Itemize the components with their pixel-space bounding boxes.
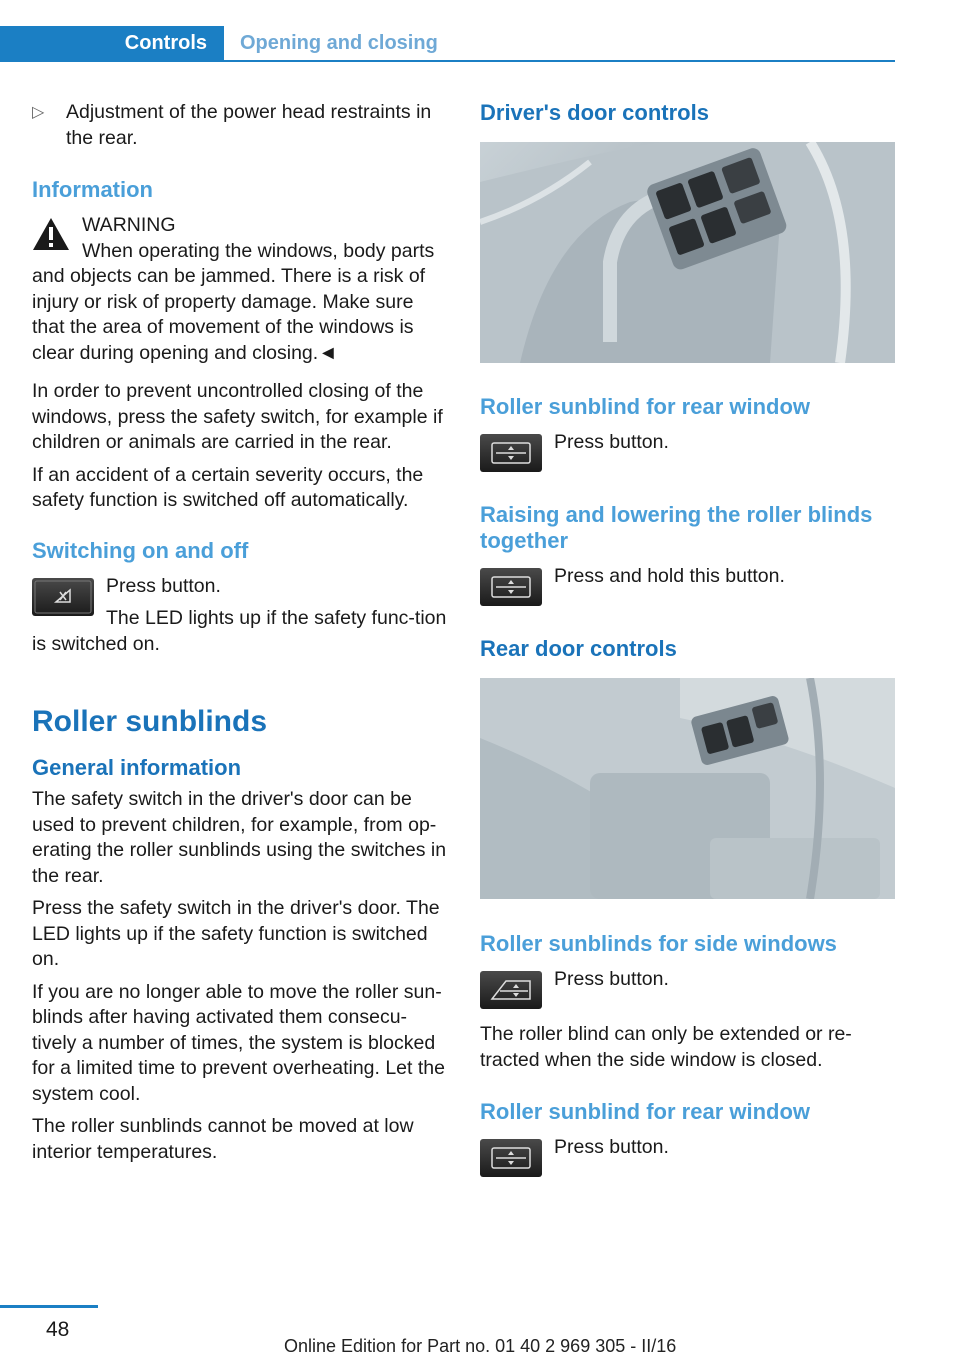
- safety-switch-button-icon: [32, 578, 94, 616]
- tab-controls[interactable]: Controls: [0, 26, 224, 60]
- rear-window-text-2: Press button.: [554, 1136, 669, 1158]
- switch-press-text: Press button.: [106, 574, 221, 597]
- rear-window-text: Press button.: [554, 431, 669, 453]
- switch-led-text: The LED lights up if the safety func‐tion is switched on.: [32, 607, 447, 655]
- general-info-heading: General information: [32, 755, 242, 780]
- roller-sunblinds-heading: Roller sunblinds: [32, 705, 268, 738]
- left-column: [32, 100, 447, 1165]
- together-text: Press and hold this button.: [554, 565, 785, 587]
- warning-label: WARNING: [82, 214, 176, 236]
- paragraph: The roller blind can only be extended or re‐tracted when the side window is closed.: [480, 1023, 852, 1071]
- right-column: [480, 100, 895, 1177]
- side-sunblind-button-icon: [480, 971, 542, 1009]
- page-header: [0, 26, 895, 62]
- rear-door-heading: Rear door controls: [480, 636, 677, 661]
- footer-rule: [0, 1305, 98, 1308]
- drivers-door-heading: Driver's door controls: [480, 100, 709, 125]
- together-heading: Raising and lowering the roller blinds together: [480, 502, 873, 553]
- bullet-item: [32, 100, 447, 151]
- paragraph: In order to prevent uncontrolled closing of the windows, press the safety switch, for example if children or animals are carried in the rear.: [32, 380, 443, 453]
- paragraph: Press the safety switch in the driver's door. The LED lights up if the safety function is switched on.: [32, 897, 440, 970]
- paragraph: If an accident of a certain severity occurs, the safety function is switched off automatically.: [32, 463, 424, 511]
- warning-text: When operating the windows, body parts and objects can be jammed. There is a risk of injury or risk of property damage. Make sure that the area of movement of the windows is clear during opening and closing.◄: [32, 239, 435, 364]
- paragraph: If you are no longer able to move the roller sun‐blinds after having activated them consecu‐tively a number of times, the system is blocked for a limited time to prevent overheating. Let the system cool.: [32, 980, 445, 1105]
- together-block: [480, 564, 895, 606]
- paragraph: The roller sunblinds cannot be moved at low interior temperatures.: [32, 1115, 414, 1163]
- paragraph: The safety switch in the driver's door can be used to prevent children, for example, from op‐erating the roller sunblinds using the switches in the rear.: [32, 788, 447, 887]
- rear-window-heading: Roller sunblind for rear window: [480, 394, 811, 419]
- information-heading: Information: [32, 177, 153, 202]
- rear-sunblind-button-icon: [480, 1139, 542, 1177]
- triangle-bullet-icon: ▷: [32, 104, 45, 121]
- rear-sunblind-button-icon: [480, 434, 542, 472]
- bullet-text: Adjustment of the power head restraints in the rear.: [66, 101, 432, 149]
- footer-edition: Online Edition for Part no. 01 40 2 969 305 - II/16: [284, 1336, 677, 1356]
- together-button-icon: [480, 568, 542, 606]
- side-windows-block: [480, 967, 895, 1009]
- rear-window-block-2: [480, 1135, 895, 1177]
- side-windows-heading: Roller sunblinds for side windows: [480, 931, 837, 956]
- warning-icon: [32, 217, 70, 256]
- rear-door-photo: [480, 678, 895, 899]
- rear-window-heading-2: Roller sunblind for rear window: [480, 1099, 811, 1124]
- rear-window-block: [480, 430, 895, 472]
- page-number: 48: [46, 1318, 70, 1341]
- switch-block: [32, 574, 447, 658]
- drivers-door-photo: [480, 142, 895, 363]
- switching-heading: Switching on and off: [32, 537, 249, 563]
- header-rule: [0, 60, 895, 62]
- side-windows-text: Press button.: [554, 968, 669, 990]
- warning-block: [32, 213, 447, 366]
- tab-opening-and-closing[interactable]: Opening and closing: [240, 31, 438, 54]
